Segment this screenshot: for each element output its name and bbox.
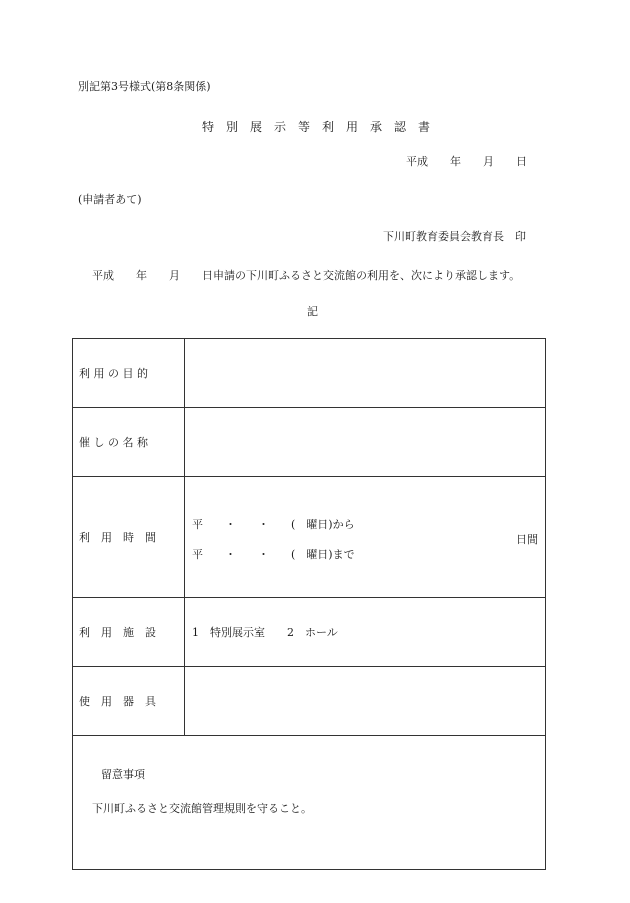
- usage-time-from: 平 ・ ・ ( 曜日)から: [192, 518, 355, 531]
- ki-heading: 記: [307, 305, 318, 318]
- purpose-label: 利 用 の 目 的: [73, 339, 185, 408]
- purpose-value: [185, 339, 546, 408]
- facility-value: 1 特別展示室 2 ホール: [185, 598, 546, 667]
- usage-time-to: 平 ・ ・ ( 曜日)まで: [192, 548, 355, 561]
- date-line: 平成 年 月 日: [406, 155, 527, 168]
- equipment-value: [185, 667, 546, 736]
- notes-label: 留意事項: [100, 768, 145, 781]
- approval-table: [72, 338, 546, 870]
- usage-time-label: 利 用 時 間: [73, 477, 185, 598]
- table-row: [73, 477, 546, 598]
- approval-sentence: 平成 年 月 日申請の下川町ふるさと交流館の利用を、次により承認します。: [92, 269, 521, 282]
- table-row: [73, 736, 546, 870]
- addressee: (申請者あて): [78, 193, 142, 206]
- notes-value: 下川町ふるさと交流館管理規則を守ること。: [92, 802, 312, 815]
- event-name-label: 催 し の 名 称: [73, 408, 185, 477]
- table-row: [73, 339, 546, 408]
- table-row: [73, 598, 546, 667]
- document-title: 特 別 展 示 等 利 用 承 認 書: [202, 120, 431, 134]
- usage-time-value: [185, 477, 546, 598]
- facility-label: 利 用 施 設: [73, 598, 185, 667]
- equipment-label: 使 用 器 具: [73, 667, 185, 736]
- table-row: [73, 667, 546, 736]
- notes-cell: [73, 736, 546, 870]
- event-name-value: [185, 408, 546, 477]
- usage-time-period: [192, 503, 545, 571]
- form-reference: 別記第3号様式(第8条関係): [78, 80, 211, 93]
- table-row: [73, 408, 546, 477]
- usage-time-days: 日間: [516, 533, 538, 546]
- issuer-line: 下川町教育委員会教育長 印: [383, 230, 526, 243]
